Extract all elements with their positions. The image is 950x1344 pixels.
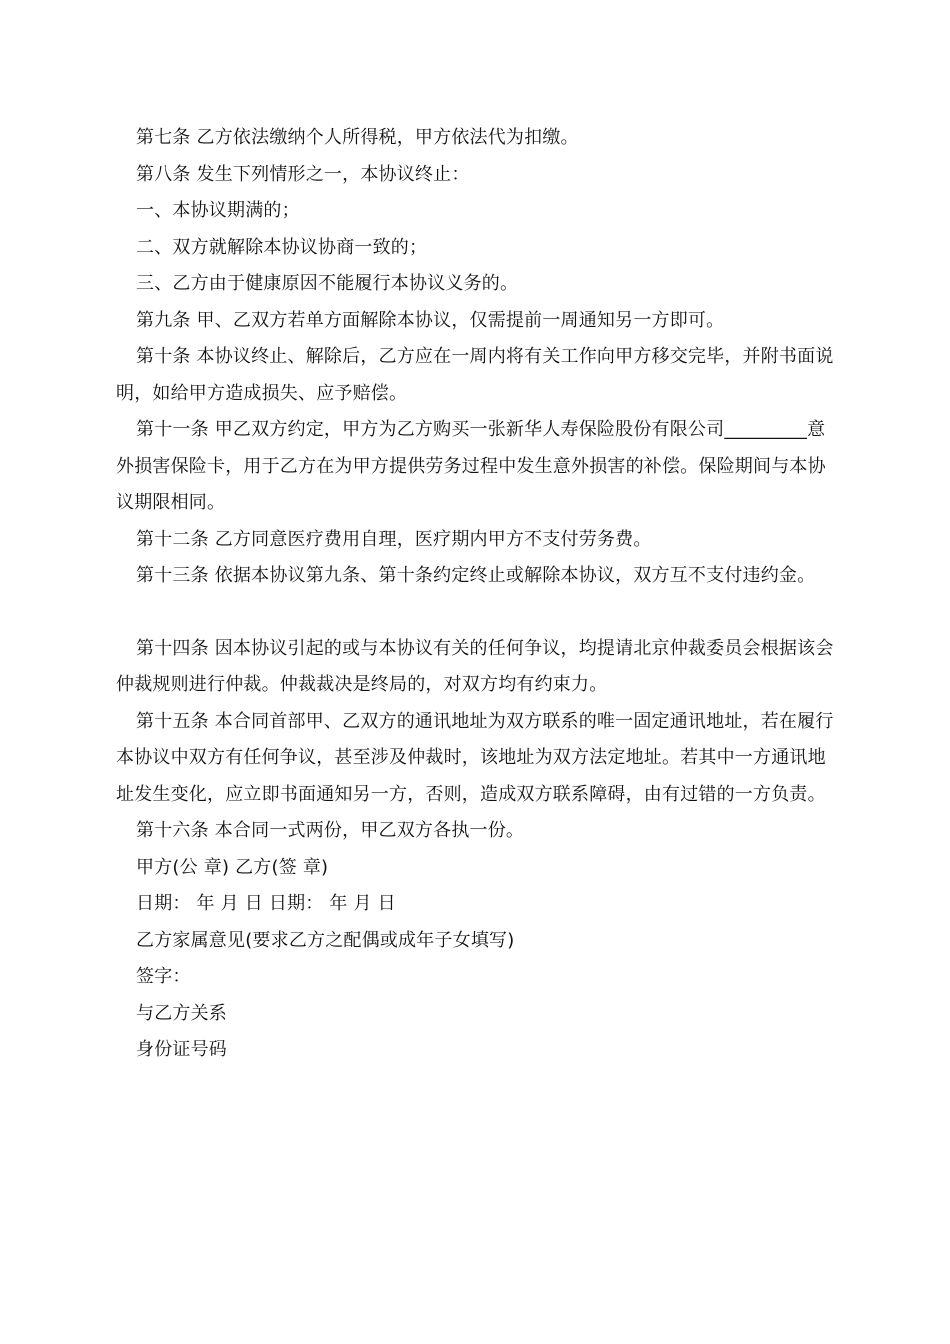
article-16: 第十六条 本合同一式两份，甲乙双方各执一份。 [136, 820, 525, 841]
article-14: 第十四条 因本协议引起的或与本协议有关的任何争议，均提请北京仲裁委员会根据该会仲裁规则进行仲裁。仲裁裁决是终局的，对双方均有约束力。 [116, 637, 834, 695]
article-8-item-3: 三、乙方由于健康原因不能履行本协议义务的。 [136, 273, 519, 294]
article-8-item-1: 一、本协议期满的； [136, 200, 300, 221]
article-7: 第七条 乙方依法缴纳个人所得税，甲方依法代为扣缴。 [136, 127, 579, 148]
party-seal-line: 甲方(公 章) 乙方(签 章) [136, 856, 329, 878]
document-body [116, 120, 840, 1069]
family-opinion-line: 乙方家属意见(要求乙方之配偶或成年子女填写) [136, 929, 515, 951]
relationship-line: 与乙方关系 [136, 1002, 227, 1024]
date-line: 日期： 年 月 日 日期： 年 月 日 [136, 893, 396, 914]
id-number-line: 身份证号码 [136, 1039, 227, 1060]
paragraph-gap [116, 595, 840, 631]
article-13: 第十三条 依据本协议第九条、第十条约定终止或解除本协议，双方互不支付违约金。 [136, 565, 816, 586]
signature-line: 签字： [136, 966, 191, 987]
article-15: 第十五条 本合同首部甲、乙双方的通讯地址为双方联系的唯一固定通讯地址，若在履行本协议中双方有任何争议，甚至涉及仲裁时，该地址为双方法定地址。若其中一方通讯地址发生变化，应立即书面通知另一方，否则，造成双方联系障碍，由有过错的一方负责。 [116, 710, 834, 805]
article-9: 第九条 甲、乙双方若单方面解除本协议，仅需提前一周通知另一方即可。 [136, 309, 725, 331]
article-8-item-2: 二、双方就解除本协议协商一致的； [136, 236, 428, 258]
article-8: 第八条 发生下列情形之一，本协议终止： [136, 163, 470, 185]
article-11: 第十一条 甲乙双方约定，甲方为乙方购买一张新华人寿保险股份有限公司_________意外损害保险卡，用于乙方在为甲方提供劳务过程中发生意外损害的补偿。保险期间与本协议期限相同。 [116, 419, 826, 513]
article-10: 第十条 本协议终止、解除后，乙方应在一周内将有关工作向甲方移交完毕，并附书面说明，如给甲方造成损失、应予赔偿。 [116, 346, 834, 404]
article-12: 第十二条 乙方同意医疗费用自理，医疗期内甲方不支付劳务费。 [136, 528, 652, 550]
